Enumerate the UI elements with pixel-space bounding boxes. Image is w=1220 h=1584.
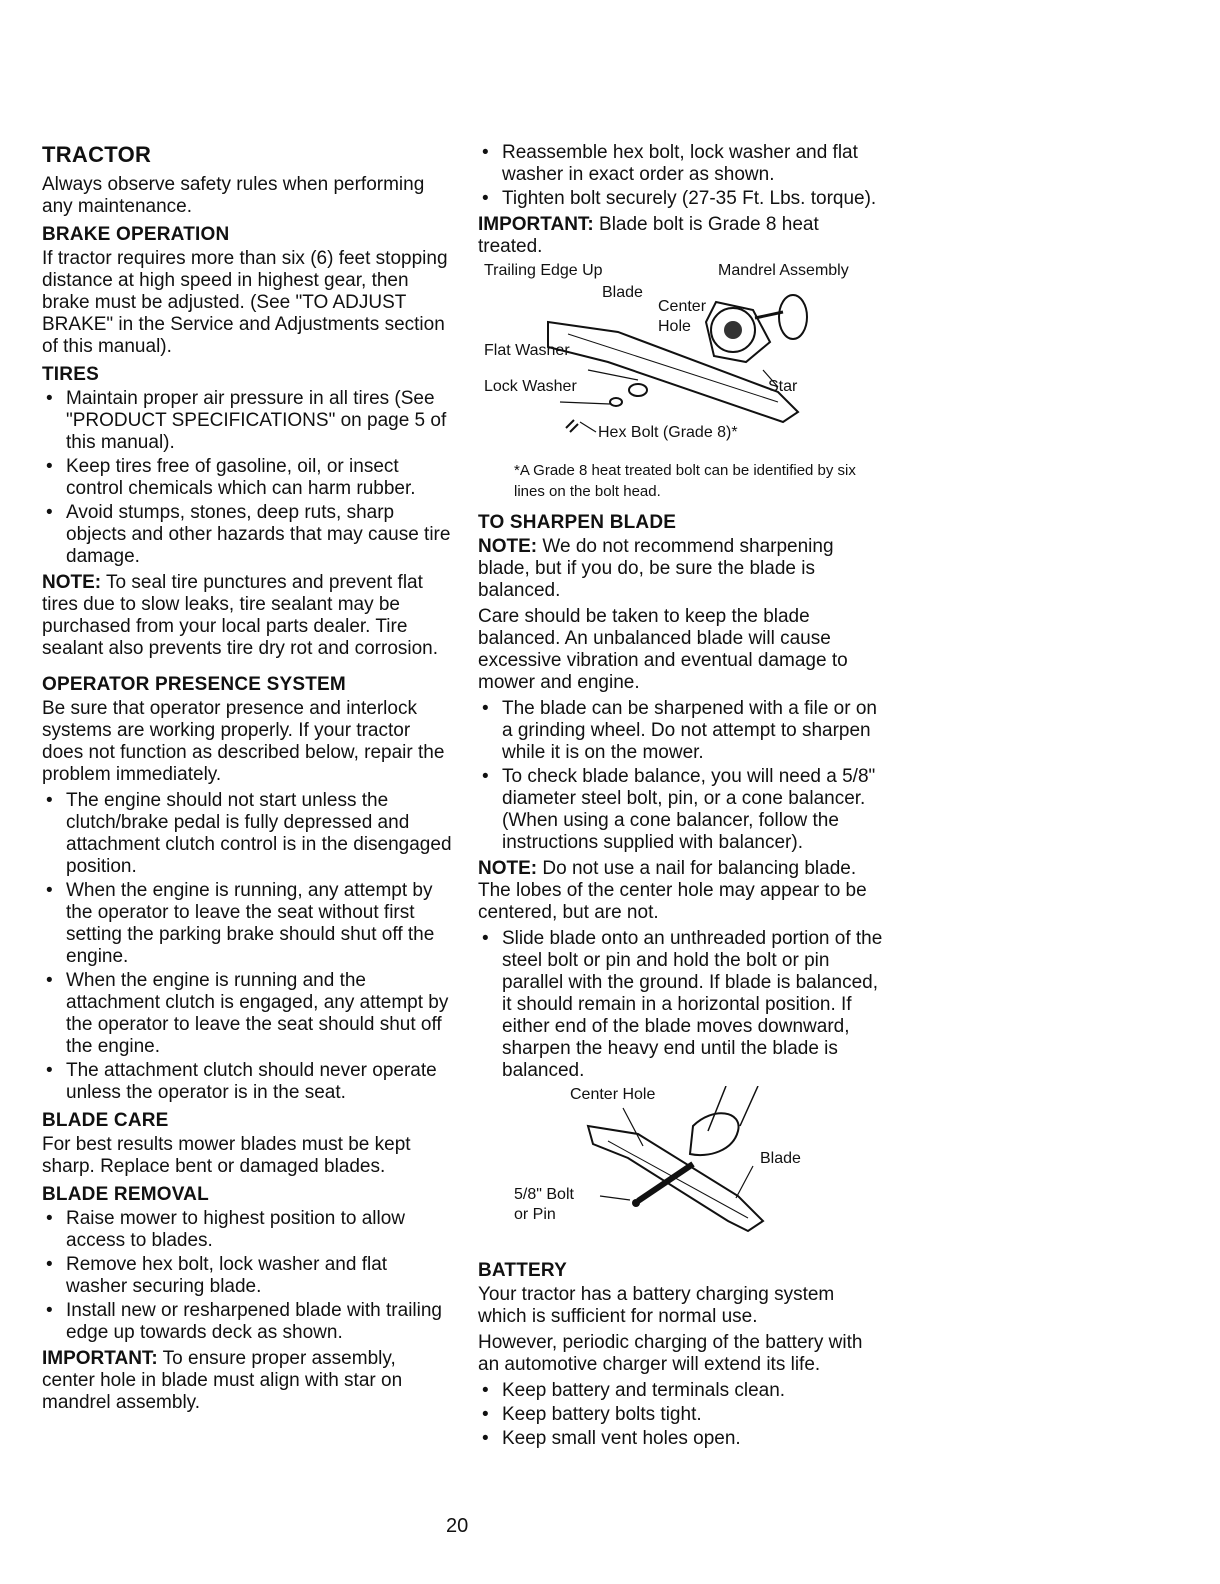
operator-presence-heading: OPERATOR PRESENCE SYSTEM: [42, 674, 346, 695]
label-center-hole: Center Hole: [570, 1086, 656, 1103]
list-item: • The blade can be sharpened with a file or on a grinding wheel. Do not attempt to sharpen while it is on the mower.: [478, 698, 888, 764]
list-item: • Raise mower to highest position to allow access to blades.: [42, 1208, 452, 1252]
list-item: • When the engine is running, any attempt by the operator to leave the seat without first setting the parking brake should shut off the engine.: [42, 880, 452, 968]
blade-care-heading: BLADE CARE: [42, 1110, 169, 1131]
list-item: • When the engine is running and the attachment clutch is engaged, any attempt by the operator to leave the seat should shut off the engine.: [42, 970, 452, 1058]
label-star: Star: [768, 378, 798, 395]
operator-presence-list: [42, 790, 452, 1104]
tires-note: [42, 572, 452, 660]
note-label: NOTE:: [42, 572, 102, 593]
note-label: NOTE:: [478, 858, 538, 879]
blade-removal-list: [42, 1208, 452, 1344]
list-item: • Keep battery bolts tight.: [478, 1404, 888, 1426]
label-hole: Hole: [658, 318, 691, 335]
brake-operation-text: If tractor requires more than six (6) feet stopping distance at high speed in highest gear, then brake must be adjusted. (See "TO ADJUST BRAKE" in the Service and Adjustments section of this manual).: [42, 248, 448, 357]
label-trailing-edge: Trailing Edge Up: [484, 262, 603, 279]
tractor-heading: TRACTOR: [42, 142, 152, 167]
label-lock-washer: Lock Washer: [484, 378, 577, 395]
label-center: Center: [658, 298, 707, 315]
note-text: To seal tire punctures and prevent flat tires due to slow leaks, tire sealant may be purchased from your local parts dealer. Tire sealant also prevents tire dry rot and corrosion.: [42, 572, 439, 659]
blade-removal-important: [42, 1348, 452, 1414]
label-mandrel-assembly: Mandrel Assembly: [718, 262, 849, 279]
left-column: [42, 142, 452, 1418]
slide-list: [478, 928, 888, 1082]
label-bolt: 5/8" Bolt: [514, 1186, 574, 1203]
list-item: • Install new or resharpened blade with trailing edge up towards deck as shown.: [42, 1300, 452, 1344]
battery-heading: BATTERY: [478, 1260, 568, 1281]
list-item: • Avoid stumps, stones, deep ruts, sharp objects and other hazards that may cause tire damage.: [42, 502, 452, 568]
reassemble-list: [478, 142, 888, 210]
sharpen-note: [478, 536, 888, 602]
operator-presence-text: Be sure that operator presence and interlock systems are working properly. If your tractor does not function as described below, repair the problem immediately.: [42, 698, 445, 785]
blade-balance-figure: [478, 1086, 878, 1246]
list-item: • Keep small vent holes open.: [478, 1428, 888, 1450]
figure-caption: *A Grade 8 heat treated bolt can be identified by six lines on the bolt head.: [514, 462, 856, 500]
note-label: NOTE:: [478, 536, 538, 557]
important-label: IMPORTANT:: [42, 1348, 158, 1369]
tractor-intro: Always observe safety rules when performing any maintenance.: [42, 174, 425, 217]
page-number: 20: [446, 1515, 469, 1537]
label-blade: Blade: [602, 284, 643, 301]
list-item: • Keep tires free of gasoline, oil, or insect control chemicals which can harm rubber.: [42, 456, 452, 500]
note-text: Do not use a nail for balancing blade. The lobes of the center hole may appear to be centered, but are not.: [478, 858, 867, 923]
list-item: • The engine should not start unless the clutch/brake pedal is fully depressed and attachment clutch control is in the disengaged position.: [42, 790, 452, 878]
sharpen-list: [478, 698, 888, 854]
battery-text-1: Your tractor has a battery charging system which is sufficient for normal use.: [478, 1284, 835, 1327]
list-item: • Remove hex bolt, lock washer and flat washer securing blade.: [42, 1254, 452, 1298]
list-item: • Keep battery and terminals clean.: [478, 1380, 888, 1402]
battery-text-2: However, periodic charging of the battery with an automotive charger will extend its life.: [478, 1332, 863, 1375]
blade-removal-heading: BLADE REMOVAL: [42, 1184, 209, 1205]
sharpen-blade-heading: TO SHARPEN BLADE: [478, 512, 677, 533]
right-column: [478, 142, 888, 1454]
label-hex-bolt: Hex Bolt (Grade 8)*: [598, 424, 738, 441]
tires-list: [42, 388, 452, 568]
list-item: • Reassemble hex bolt, lock washer and flat washer in exact order as shown.: [478, 142, 888, 186]
blade-care-text: For best results mower blades must be kept sharp. Replace bent or damaged blades.: [42, 1134, 411, 1177]
brake-operation-heading: BRAKE OPERATION: [42, 224, 230, 245]
label-flat-washer: Flat Washer: [484, 342, 570, 359]
battery-list: [478, 1380, 888, 1450]
tires-heading: TIRES: [42, 364, 99, 385]
note-text: We do not recommend sharpening blade, but if you do, be sure the blade is balanced.: [478, 536, 834, 601]
nail-note: [478, 858, 888, 924]
label-blade: Blade: [760, 1150, 801, 1167]
important-text: To ensure proper assembly, center hole in blade must align with star on mandrel assembly.: [42, 1348, 403, 1413]
blade-assembly-figure: [478, 262, 878, 452]
list-item: • Tighten bolt securely (27-35 Ft. Lbs. torque).: [478, 188, 888, 210]
bolt-important: [478, 214, 888, 258]
list-item: • To check blade balance, you will need a 5/8" diameter steel bolt, pin, or a cone balancer. (When using a cone balancer, follow the instructions supplied with balancer).: [478, 766, 888, 854]
sharpen-text: Care should be taken to keep the blade balanced. An unbalanced blade will cause excessive vibration and eventual damage to mower and engine.: [478, 606, 848, 693]
list-item: • Maintain proper air pressure in all tires (See "PRODUCT SPECIFICATIONS" on page 5 of this manual).: [42, 388, 452, 454]
list-item: • The attachment clutch should never operate unless the operator is in the seat.: [42, 1060, 452, 1104]
important-text: Blade bolt is Grade 8 heat treated.: [478, 214, 819, 257]
important-label: IMPORTANT:: [478, 214, 594, 235]
label-or-pin: or Pin: [514, 1206, 556, 1223]
list-item: • Slide blade onto an unthreaded portion of the steel bolt or pin and hold the bolt or pin parallel with the ground. If blade is balanced, it should remain in a horizontal position. If either end of the blade moves downward, sharpen the heavy end until the blade is balanced.: [478, 928, 888, 1082]
